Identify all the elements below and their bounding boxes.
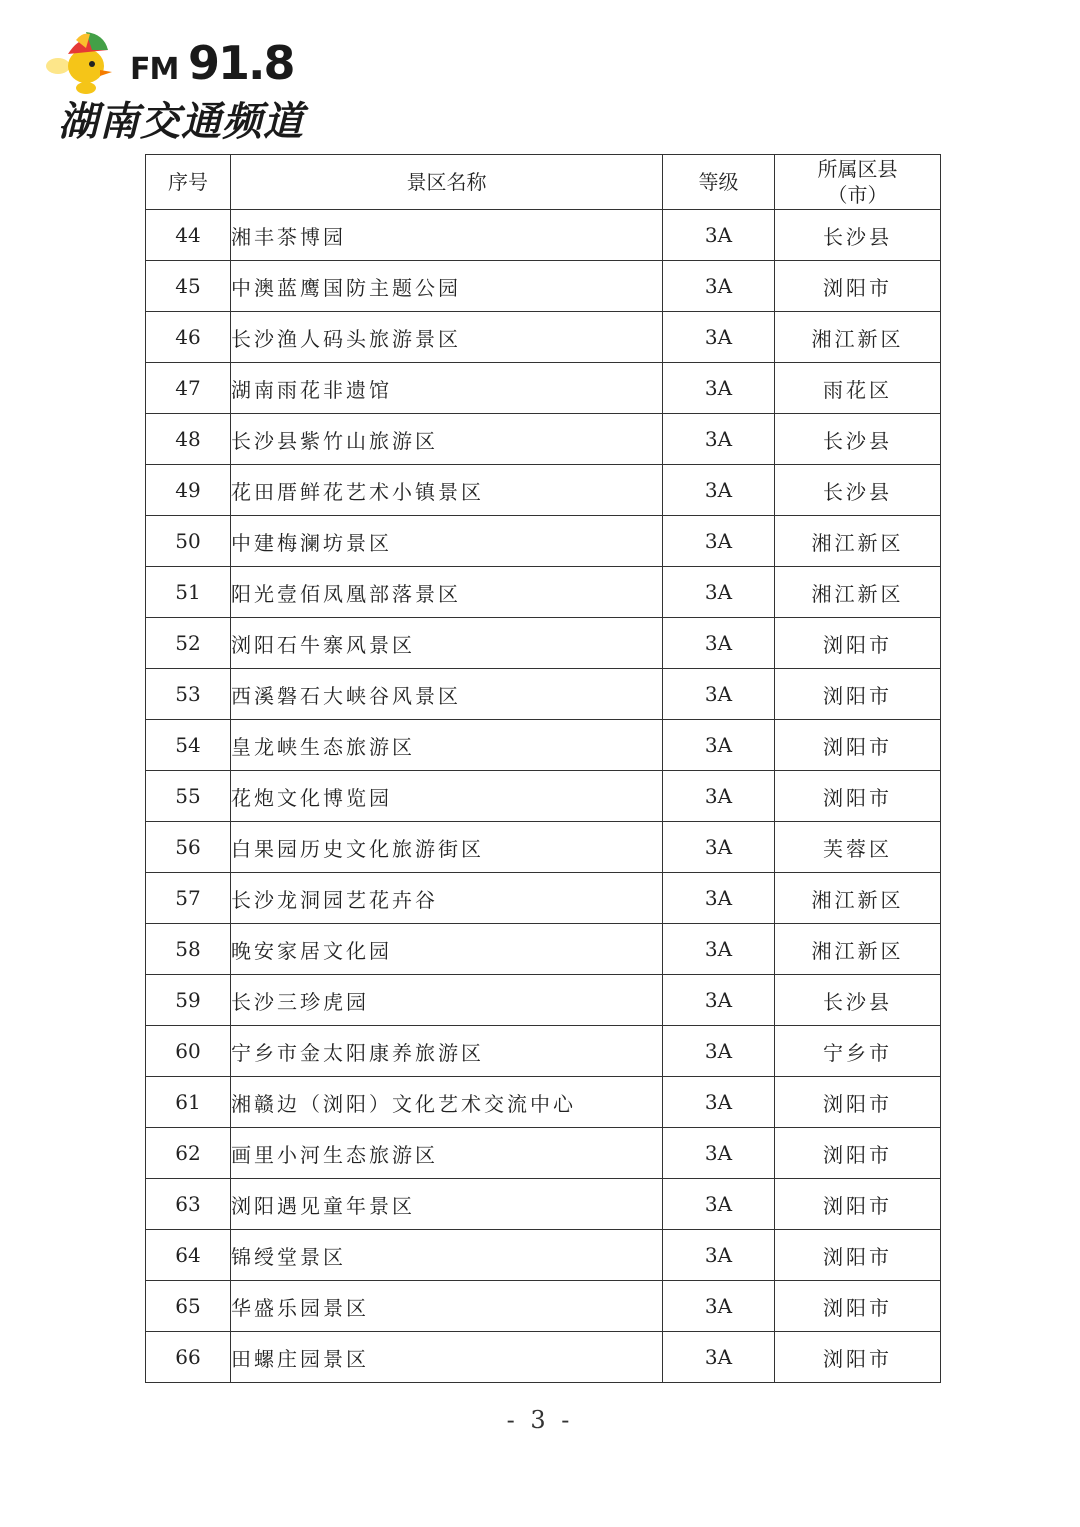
table-row bbox=[146, 1026, 941, 1077]
cell-name: 长沙县紫竹山旅游区 bbox=[231, 414, 663, 465]
table-row bbox=[146, 822, 941, 873]
table-row bbox=[146, 1281, 941, 1332]
cell-no: 61 bbox=[146, 1077, 231, 1128]
cell-level: 3A bbox=[663, 1230, 775, 1281]
cell-name: 皇龙峡生态旅游区 bbox=[231, 720, 663, 771]
cell-no: 59 bbox=[146, 975, 231, 1026]
cell-no: 57 bbox=[146, 873, 231, 924]
cell-name: 长沙渔人码头旅游景区 bbox=[231, 312, 663, 363]
cell-county: 长沙县 bbox=[775, 975, 941, 1026]
cell-name: 华盛乐园景区 bbox=[231, 1281, 663, 1332]
cell-no: 55 bbox=[146, 771, 231, 822]
table-row bbox=[146, 618, 941, 669]
cell-county: 浏阳市 bbox=[775, 1281, 941, 1332]
table-row bbox=[146, 312, 941, 363]
table-row bbox=[146, 1230, 941, 1281]
cell-level: 3A bbox=[663, 924, 775, 975]
cell-county: 浏阳市 bbox=[775, 1332, 941, 1383]
cell-name: 阳光壹佰凤凰部落景区 bbox=[231, 567, 663, 618]
cell-level: 3A bbox=[663, 1077, 775, 1128]
table-row bbox=[146, 873, 941, 924]
cell-name: 西溪磐石大峡谷风景区 bbox=[231, 669, 663, 720]
cell-level: 3A bbox=[663, 618, 775, 669]
logo-frequency-text: 91.8 bbox=[188, 36, 294, 90]
scenic-spot-table bbox=[145, 154, 941, 1383]
cell-level: 3A bbox=[663, 1281, 775, 1332]
cell-no: 54 bbox=[146, 720, 231, 771]
cell-level: 3A bbox=[663, 1128, 775, 1179]
cell-level: 3A bbox=[663, 1026, 775, 1077]
cell-county: 浏阳市 bbox=[775, 1179, 941, 1230]
cell-county: 湘江新区 bbox=[775, 516, 941, 567]
table-row bbox=[146, 720, 941, 771]
cell-level: 3A bbox=[663, 567, 775, 618]
table-row bbox=[146, 567, 941, 618]
cell-no: 48 bbox=[146, 414, 231, 465]
cell-no: 66 bbox=[146, 1332, 231, 1383]
cell-name: 花田厝鲜花艺术小镇景区 bbox=[231, 465, 663, 516]
cell-name: 晚安家居文化园 bbox=[231, 924, 663, 975]
header-name: 景区名称 bbox=[231, 155, 663, 210]
cell-no: 45 bbox=[146, 261, 231, 312]
cell-level: 3A bbox=[663, 261, 775, 312]
cell-no: 52 bbox=[146, 618, 231, 669]
header-county-line2: （市） bbox=[827, 183, 888, 207]
cell-no: 51 bbox=[146, 567, 231, 618]
table-row bbox=[146, 1179, 941, 1230]
cell-county: 湘江新区 bbox=[775, 312, 941, 363]
table-row bbox=[146, 465, 941, 516]
cell-name: 湖南雨花非遗馆 bbox=[231, 363, 663, 414]
cell-level: 3A bbox=[663, 771, 775, 822]
cell-level: 3A bbox=[663, 312, 775, 363]
table-row bbox=[146, 1128, 941, 1179]
table-row bbox=[146, 516, 941, 567]
table-row bbox=[146, 1077, 941, 1128]
cell-name: 花炮文化博览园 bbox=[231, 771, 663, 822]
cell-no: 60 bbox=[146, 1026, 231, 1077]
cell-county: 雨花区 bbox=[775, 363, 941, 414]
table-row bbox=[146, 210, 941, 261]
cell-name: 画里小河生态旅游区 bbox=[231, 1128, 663, 1179]
table-row bbox=[146, 924, 941, 975]
cell-no: 53 bbox=[146, 669, 231, 720]
cell-name: 中建梅澜坊景区 bbox=[231, 516, 663, 567]
table-header-row bbox=[146, 155, 941, 210]
logo-fm-text: FM bbox=[130, 52, 179, 87]
table-row bbox=[146, 975, 941, 1026]
cell-level: 3A bbox=[663, 414, 775, 465]
cell-level: 3A bbox=[663, 669, 775, 720]
cell-name: 浏阳石牛寨风景区 bbox=[231, 618, 663, 669]
table-row bbox=[146, 669, 941, 720]
cell-county: 湘江新区 bbox=[775, 567, 941, 618]
cell-county: 浏阳市 bbox=[775, 1230, 941, 1281]
cell-name: 浏阳遇见童年景区 bbox=[231, 1179, 663, 1230]
bird-mascot-icon bbox=[46, 26, 142, 96]
cell-county: 浏阳市 bbox=[775, 618, 941, 669]
cell-level: 3A bbox=[663, 873, 775, 924]
cell-no: 64 bbox=[146, 1230, 231, 1281]
cell-name: 长沙龙洞园艺花卉谷 bbox=[231, 873, 663, 924]
cell-no: 47 bbox=[146, 363, 231, 414]
cell-no: 63 bbox=[146, 1179, 231, 1230]
station-logo bbox=[46, 26, 316, 145]
cell-no: 46 bbox=[146, 312, 231, 363]
cell-county: 浏阳市 bbox=[775, 669, 941, 720]
cell-level: 3A bbox=[663, 516, 775, 567]
cell-no: 44 bbox=[146, 210, 231, 261]
cell-county: 湘江新区 bbox=[775, 924, 941, 975]
cell-name: 锦绶堂景区 bbox=[231, 1230, 663, 1281]
cell-level: 3A bbox=[663, 1179, 775, 1230]
table-row bbox=[146, 414, 941, 465]
cell-level: 3A bbox=[663, 210, 775, 261]
cell-no: 49 bbox=[146, 465, 231, 516]
cell-county: 宁乡市 bbox=[775, 1026, 941, 1077]
cell-county: 浏阳市 bbox=[775, 1128, 941, 1179]
cell-name: 湘赣边（浏阳）文化艺术交流中心 bbox=[231, 1077, 663, 1128]
cell-level: 3A bbox=[663, 1332, 775, 1383]
cell-no: 58 bbox=[146, 924, 231, 975]
cell-county: 浏阳市 bbox=[775, 720, 941, 771]
table-row bbox=[146, 771, 941, 822]
cell-name: 宁乡市金太阳康养旅游区 bbox=[231, 1026, 663, 1077]
table-row bbox=[146, 261, 941, 312]
cell-county: 湘江新区 bbox=[775, 873, 941, 924]
table-row bbox=[146, 363, 941, 414]
table-row bbox=[146, 1332, 941, 1383]
cell-no: 56 bbox=[146, 822, 231, 873]
cell-level: 3A bbox=[663, 720, 775, 771]
header-level: 等级 bbox=[663, 155, 775, 210]
cell-level: 3A bbox=[663, 363, 775, 414]
header-county-line1: 所属区县 bbox=[817, 157, 898, 181]
cell-county: 浏阳市 bbox=[775, 261, 941, 312]
cell-name: 中澳蓝鹰国防主题公园 bbox=[231, 261, 663, 312]
cell-no: 62 bbox=[146, 1128, 231, 1179]
cell-county: 长沙县 bbox=[775, 210, 941, 261]
cell-level: 3A bbox=[663, 975, 775, 1026]
cell-name: 白果园历史文化旅游街区 bbox=[231, 822, 663, 873]
cell-no: 50 bbox=[146, 516, 231, 567]
page-number: - 3 - bbox=[506, 1406, 574, 1434]
cell-no: 65 bbox=[146, 1281, 231, 1332]
header-no: 序号 bbox=[146, 155, 231, 210]
cell-name: 田螺庄园景区 bbox=[231, 1332, 663, 1383]
cell-name: 湘丰茶博园 bbox=[231, 210, 663, 261]
cell-level: 3A bbox=[663, 465, 775, 516]
cell-county: 长沙县 bbox=[775, 414, 941, 465]
header-county bbox=[775, 155, 941, 210]
cell-county: 芙蓉区 bbox=[775, 822, 941, 873]
cell-county: 浏阳市 bbox=[775, 771, 941, 822]
cell-level: 3A bbox=[663, 822, 775, 873]
cell-county: 浏阳市 bbox=[775, 1077, 941, 1128]
logo-channel-name: 湖南交通频道 bbox=[58, 99, 304, 145]
cell-name: 长沙三珍虎园 bbox=[231, 975, 663, 1026]
cell-county: 长沙县 bbox=[775, 465, 941, 516]
